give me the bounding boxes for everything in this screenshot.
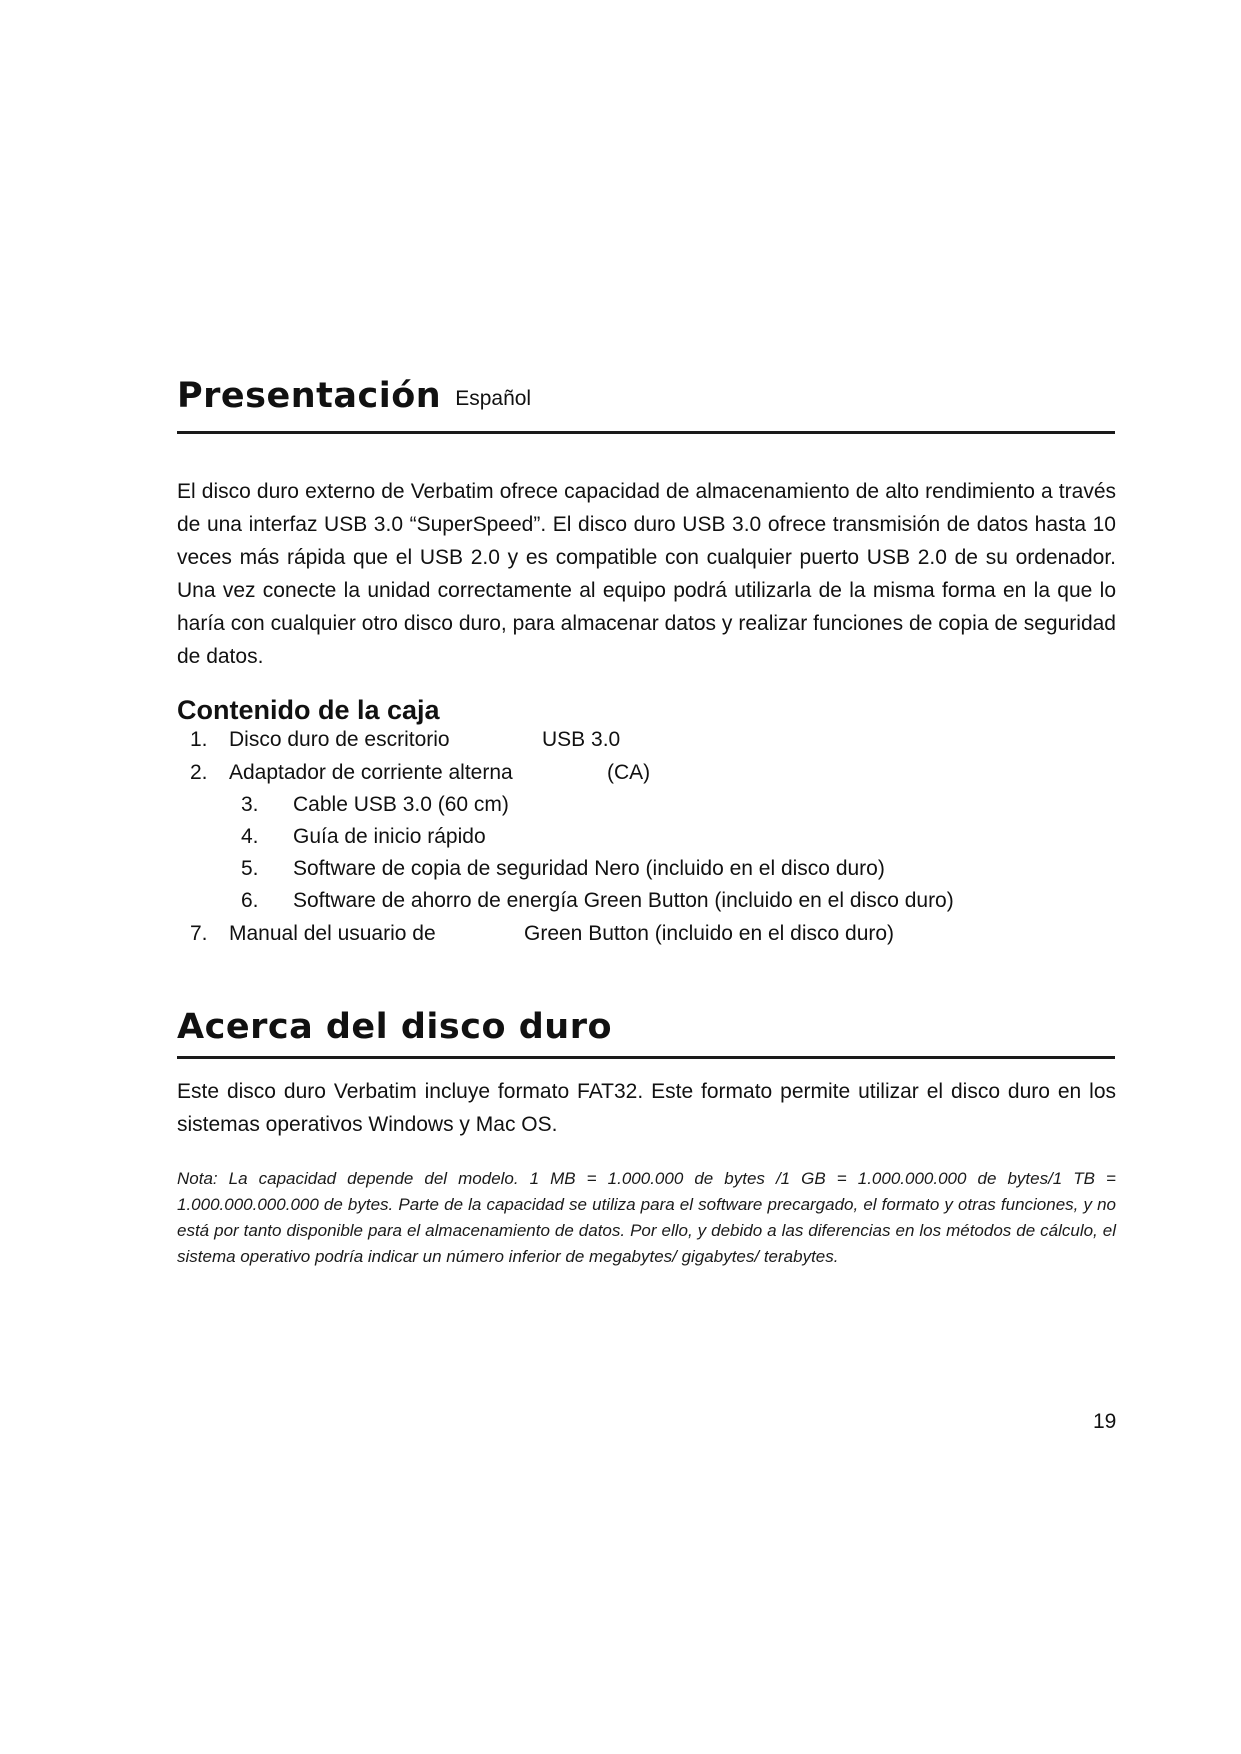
list-item-text: Cable USB 3.0 (60 cm): [293, 793, 509, 816]
list-item-extra: (CA): [607, 761, 651, 784]
list-item-extra: USB 3.0: [542, 728, 621, 751]
list-item-text: Software de copia de seguridad Nero (incluido en el disco duro): [293, 857, 885, 880]
format-paragraph: Este disco duro Verbatim incluye formato FAT32. Este formato permite utilizar el disco duro en los sistemas operativos Windows y Mac OS.: [177, 1080, 1116, 1136]
section-title-acerca: [177, 1007, 612, 1047]
list-item-number: 5.: [241, 857, 259, 880]
section-title-presentacion: [177, 376, 531, 416]
list-item-text: Disco duro de escritorio: [229, 728, 450, 751]
section-title-text: Acerca del disco duro: [177, 1007, 612, 1047]
list-item-text: Guía de inicio rápido: [293, 825, 486, 848]
section-title-text: Presentación: [177, 376, 442, 416]
list-item: [241, 820, 486, 853]
list-item-number: 3.: [241, 793, 259, 816]
list-item-number: 7.: [190, 922, 208, 945]
list-item-number: 4.: [241, 825, 259, 848]
list-item-text: Manual del usuario de: [229, 922, 436, 945]
language-label: Español: [455, 387, 532, 410]
list-item-number: 1.: [190, 728, 208, 751]
section-divider: [177, 1056, 1115, 1059]
list-item: [241, 788, 509, 821]
list-item: [190, 723, 620, 756]
intro-paragraph: El disco duro externo de Verbatim ofrece capacidad de almacenamiento de alto rendimiento a través de una interfaz USB 3.0 “SuperSpeed”. El disco duro USB 3.0 ofrece transmisión de datos hasta 10 veces más rápida que el USB 2.0 y es compatible con cualquier puerto USB 2.0 de su ordenador. Una vez conecte la unidad correctamente al equipo podrá utilizarla de la misma forma en la que lo haría con cualquier otro disco duro, para almacenar datos y realizar funciones de copia de seguridad de datos.: [177, 480, 1116, 668]
list-item-text: Adaptador de corriente alterna: [229, 761, 513, 784]
list-item-text: Software de ahorro de energía Green Button (incluido en el disco duro): [293, 889, 954, 912]
capacity-note: Nota: La capacidad depende del modelo. 1 MB = 1.000.000 de bytes /1 GB = 1.000.000.000 de bytes/1 TB = 1.000.000.000.000 de bytes. Parte de la capacidad se utiliza para el software precargado, el formato y otras funciones, y no está por tanto disponible para el almacenamiento de datos. Por ello, y debido a las diferencias en los métodos de cálculo, el sistema operativo podría indicar un número inferior de megabytes/ gigabytes/ terabytes.: [177, 1169, 1116, 1266]
list-item-extra: Green Button (incluido en el disco duro): [524, 922, 895, 945]
section-divider: [177, 431, 1115, 434]
list-item: [190, 756, 650, 789]
list-item: [241, 852, 885, 885]
list-item: [241, 884, 954, 917]
box-contents-heading: Contenido de la caja: [177, 695, 440, 725]
page-number: 19: [1093, 1410, 1117, 1433]
list-item-number: 6.: [241, 889, 259, 912]
list-item-number: 2.: [190, 761, 208, 784]
list-item: [190, 917, 894, 950]
